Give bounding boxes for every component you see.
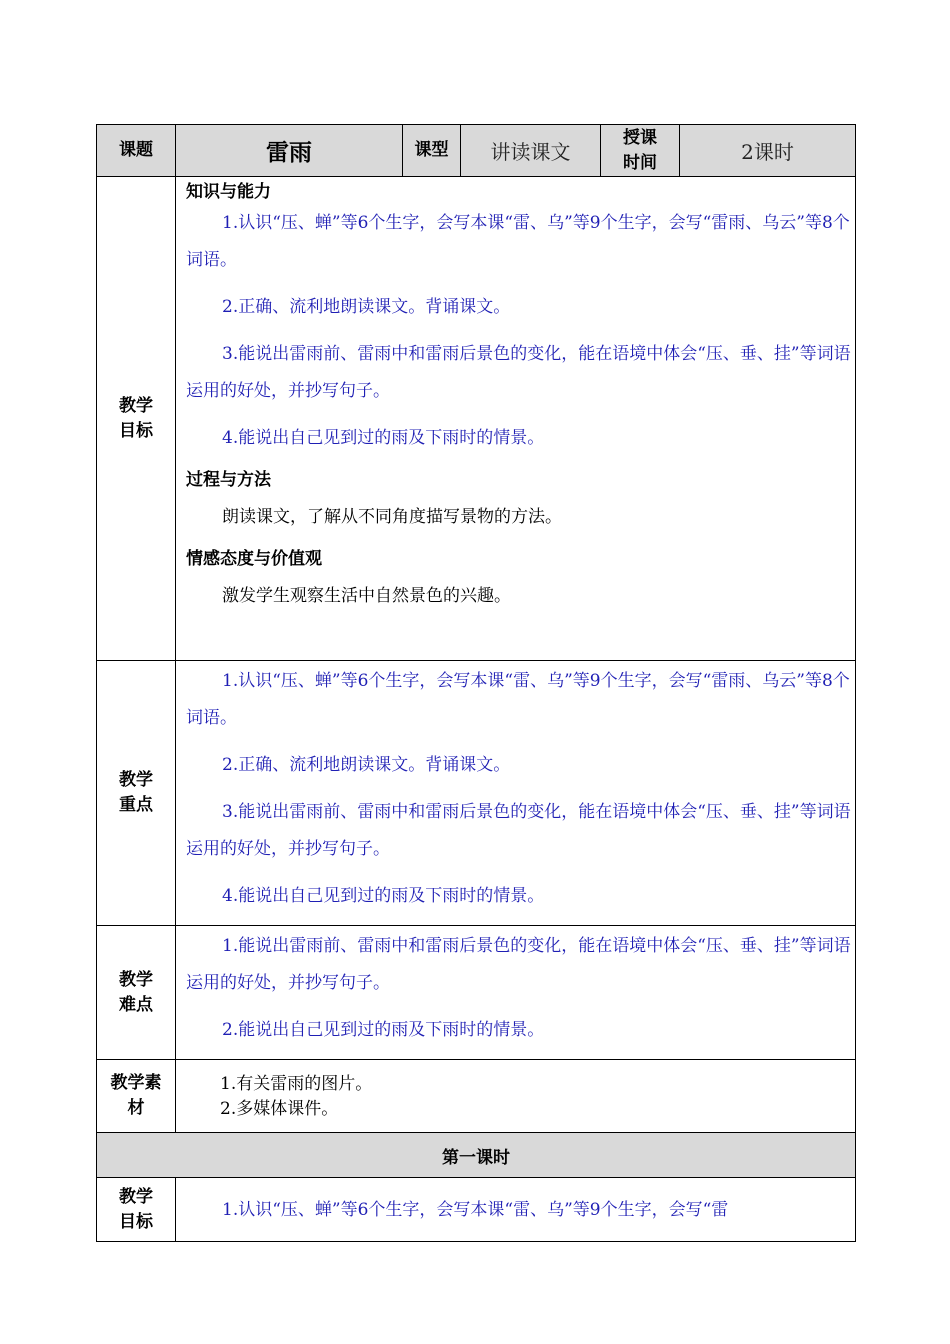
difficulties-row [97, 926, 856, 1060]
header-row [97, 125, 856, 177]
topic-label: 课题 [97, 125, 176, 177]
key-point-item: 2.正确、流利地朗读课文。背诵课文。 [222, 755, 511, 775]
type-value: 讲读课文 [461, 125, 601, 177]
objective-item: 2.正确、流利地朗读课文。背诵课文。 [222, 297, 511, 317]
key-points-label-line1: 教学 [119, 770, 153, 790]
first-lesson-objectives-content [176, 1178, 856, 1242]
material-item: 2.多媒体课件。 [220, 1099, 339, 1119]
type-label: 课型 [403, 125, 461, 177]
time-label-line2: 时间 [623, 152, 657, 173]
objective-item: 4.能说出自己见到过的雨及下雨时的情景。 [222, 428, 545, 448]
key-points-row [97, 661, 856, 926]
objectives-label-line2: 目标 [119, 420, 153, 441]
objective-item: 3.能说出雷雨前、雷雨中和雷雨后景色的变化，能在语境中体会“压、垂、挂”等词语运用的好处，并抄写句子。 [186, 344, 851, 401]
key-points-label-line2: 重点 [119, 795, 153, 815]
key-point-item: 1.认识“压、蝉”等6个生字，会写本课“雷、乌”等9个生字，会写“雷雨、乌云”等8个词语。 [186, 671, 850, 728]
objectives-content [176, 177, 856, 661]
process-text: 朗读课文，了解从不同角度描写景物的方法。 [222, 507, 562, 527]
first-lesson-label-line1: 教学 [119, 1186, 153, 1207]
difficulties-label-line2: 难点 [119, 994, 153, 1015]
materials-label [97, 1060, 176, 1133]
key-points-content [176, 661, 856, 926]
first-lesson-objective-item: 1.认识“压、蝉”等6个生字，会写本课“雷、乌”等9个生字，会写“雷 [222, 1200, 729, 1220]
time-value: 2课时 [680, 125, 856, 177]
difficulty-item: 1.能说出雷雨前、雷雨中和雷雨后景色的变化，能在语境中体会“压、垂、挂”等词语运用的好处，并抄写句子。 [186, 936, 851, 993]
lesson-plan-table [96, 124, 856, 1242]
difficulty-item: 2.能说出自己见到过的雨及下雨时的情景。 [222, 1020, 545, 1040]
first-lesson-heading-row [97, 1133, 856, 1178]
time-label [601, 125, 680, 177]
first-lesson-objectives-row [97, 1178, 856, 1242]
lesson-plan-sheet [96, 124, 855, 1242]
first-lesson-objectives-label [97, 1178, 176, 1242]
topic-value: 雷雨 [176, 125, 403, 177]
difficulties-label-line1: 教学 [119, 969, 153, 990]
key-point-item: 3.能说出雷雨前、雷雨中和雷雨后景色的变化，能在语境中体会“压、垂、挂”等词语运用的好处，并抄写句子。 [186, 802, 851, 859]
materials-label-line1: 教学素 [110, 1073, 162, 1093]
material-item: 1.有关雷雨的图片。 [220, 1074, 373, 1094]
knowledge-heading: 知识与能力 [186, 182, 271, 202]
first-lesson-heading: 第一课时 [97, 1133, 856, 1178]
first-lesson-label-line2: 目标 [119, 1211, 153, 1232]
materials-label-line2: 材 [127, 1098, 145, 1118]
time-label-line1: 授课 [623, 127, 657, 148]
objective-item: 1.认识“压、蝉”等6个生字，会写本课“雷、乌”等9个生字，会写“雷雨、乌云”等8个词语。 [186, 213, 850, 270]
materials-row [97, 1060, 856, 1133]
objectives-row [97, 177, 856, 661]
key-points-label [97, 661, 176, 926]
objectives-label [97, 177, 176, 661]
emotion-text: 激发学生观察生活中自然景色的兴趣。 [222, 586, 511, 606]
key-point-item: 4.能说出自己见到过的雨及下雨时的情景。 [222, 886, 545, 906]
difficulties-content [176, 926, 856, 1060]
objectives-label-line1: 教学 [119, 395, 153, 416]
difficulties-label [97, 926, 176, 1060]
emotion-heading: 情感态度与价值观 [186, 549, 322, 569]
materials-content [176, 1060, 856, 1133]
process-heading: 过程与方法 [186, 470, 271, 490]
